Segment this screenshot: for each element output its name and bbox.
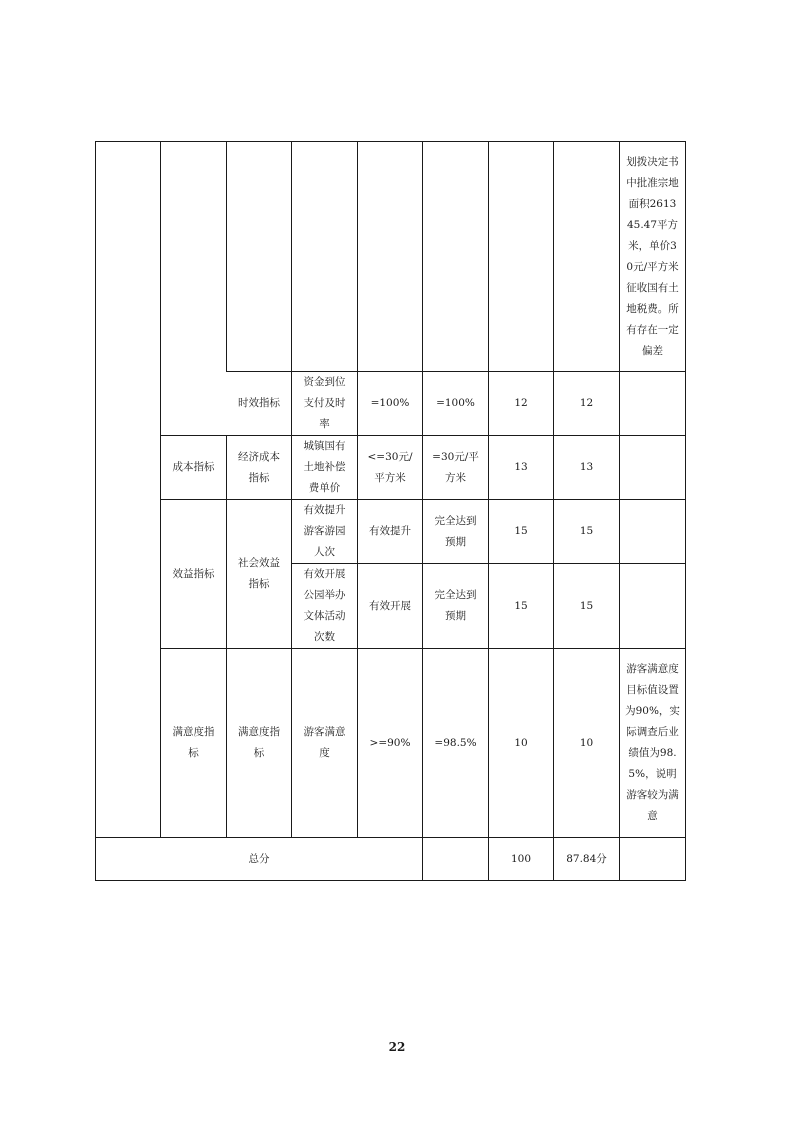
benefit-level1-cell: 效益指标: [172, 567, 215, 580]
cost-target-cell: <=30元/平方米: [367, 450, 413, 484]
cost-actual-cell: =30元/平方米: [432, 450, 479, 484]
benefit-visitors-actual-cell: 完全达到预期: [434, 514, 477, 548]
benefit-events-actual-cell: 完全达到预期: [434, 589, 477, 622]
cost-level2-cell: 经济成本指标: [238, 450, 280, 484]
benefit-visitors-note-cell: [620, 500, 685, 563]
page-number: 22: [388, 1040, 406, 1054]
satisfaction-weight-cell: 10: [514, 736, 528, 749]
total-label-cell: 总分: [248, 852, 270, 865]
benefit-events-target-cell: 有效开展: [369, 599, 411, 612]
cost-level1-cell: 成本指标: [172, 461, 215, 473]
benefit-events-note-cell: [620, 564, 685, 648]
table-border-top: [95, 141, 686, 142]
timeliness-level3-cell: 资金到位支付及时率: [303, 376, 346, 430]
satisfaction-score-cell: 10: [579, 736, 594, 749]
table-column-line: [226, 141, 227, 372]
benefit-events-score-cell: 15: [579, 599, 594, 612]
cost-score-cell: 13: [579, 461, 594, 473]
total-actual-cell: [423, 838, 488, 880]
timeliness-note-cell: [620, 372, 685, 435]
benefit-visitors-target-cell: 有效提升: [369, 525, 411, 537]
timeliness-target-cell: =100%: [370, 397, 410, 409]
table-border-bottom: [95, 880, 686, 881]
cost-level3-cell: 城镇国有土地补偿费单价: [303, 440, 346, 494]
benefit-level2-cell: 社会效益指标: [238, 557, 280, 590]
table-border-right: [685, 141, 686, 881]
benefit-visitors-score-cell: 15: [579, 525, 594, 537]
benefit-visitors-weight-cell: 15: [514, 525, 528, 537]
satisfaction-level3-cell: 游客满意度: [303, 726, 346, 759]
timeliness-actual-cell: =100%: [436, 397, 475, 409]
timeliness-score-cell: 12: [579, 397, 594, 409]
timeliness-weight-cell: 12: [514, 397, 528, 409]
land-price-note-cell: 划拨决定书中批准宗地面积261345.47平方米，单价30元/平方米征收国有土地税费。所有存在一定偏差: [626, 155, 679, 357]
total-weight-cell: 100: [510, 852, 532, 865]
benefit-events-level3-cell: 有效开展公园举办文体活动次数: [303, 568, 346, 643]
cost-weight-cell: 13: [514, 461, 528, 473]
cost-note-cell: [620, 436, 685, 499]
satisfaction-level1-cell: 满意度指标: [172, 726, 215, 759]
satisfaction-target-cell: >=90%: [369, 736, 411, 749]
total-score-cell: 87.84分: [566, 852, 607, 865]
benefit-events-weight-cell: 15: [514, 599, 528, 612]
benefit-visitors-level3-cell: 有效提升游客游园人次: [303, 504, 346, 558]
satisfaction-actual-cell: =98.5%: [434, 736, 477, 749]
timeliness-level2-cell: 时效指标: [238, 397, 280, 409]
total-note-cell: [620, 838, 685, 880]
satisfaction-note-cell: 游客满意度目标值设置为90%，实际调查后业绩值为98.5%，说明游客较为满意: [625, 663, 680, 822]
table-border-left: [95, 141, 96, 881]
satisfaction-level2-cell: 满意度指标: [238, 726, 280, 759]
